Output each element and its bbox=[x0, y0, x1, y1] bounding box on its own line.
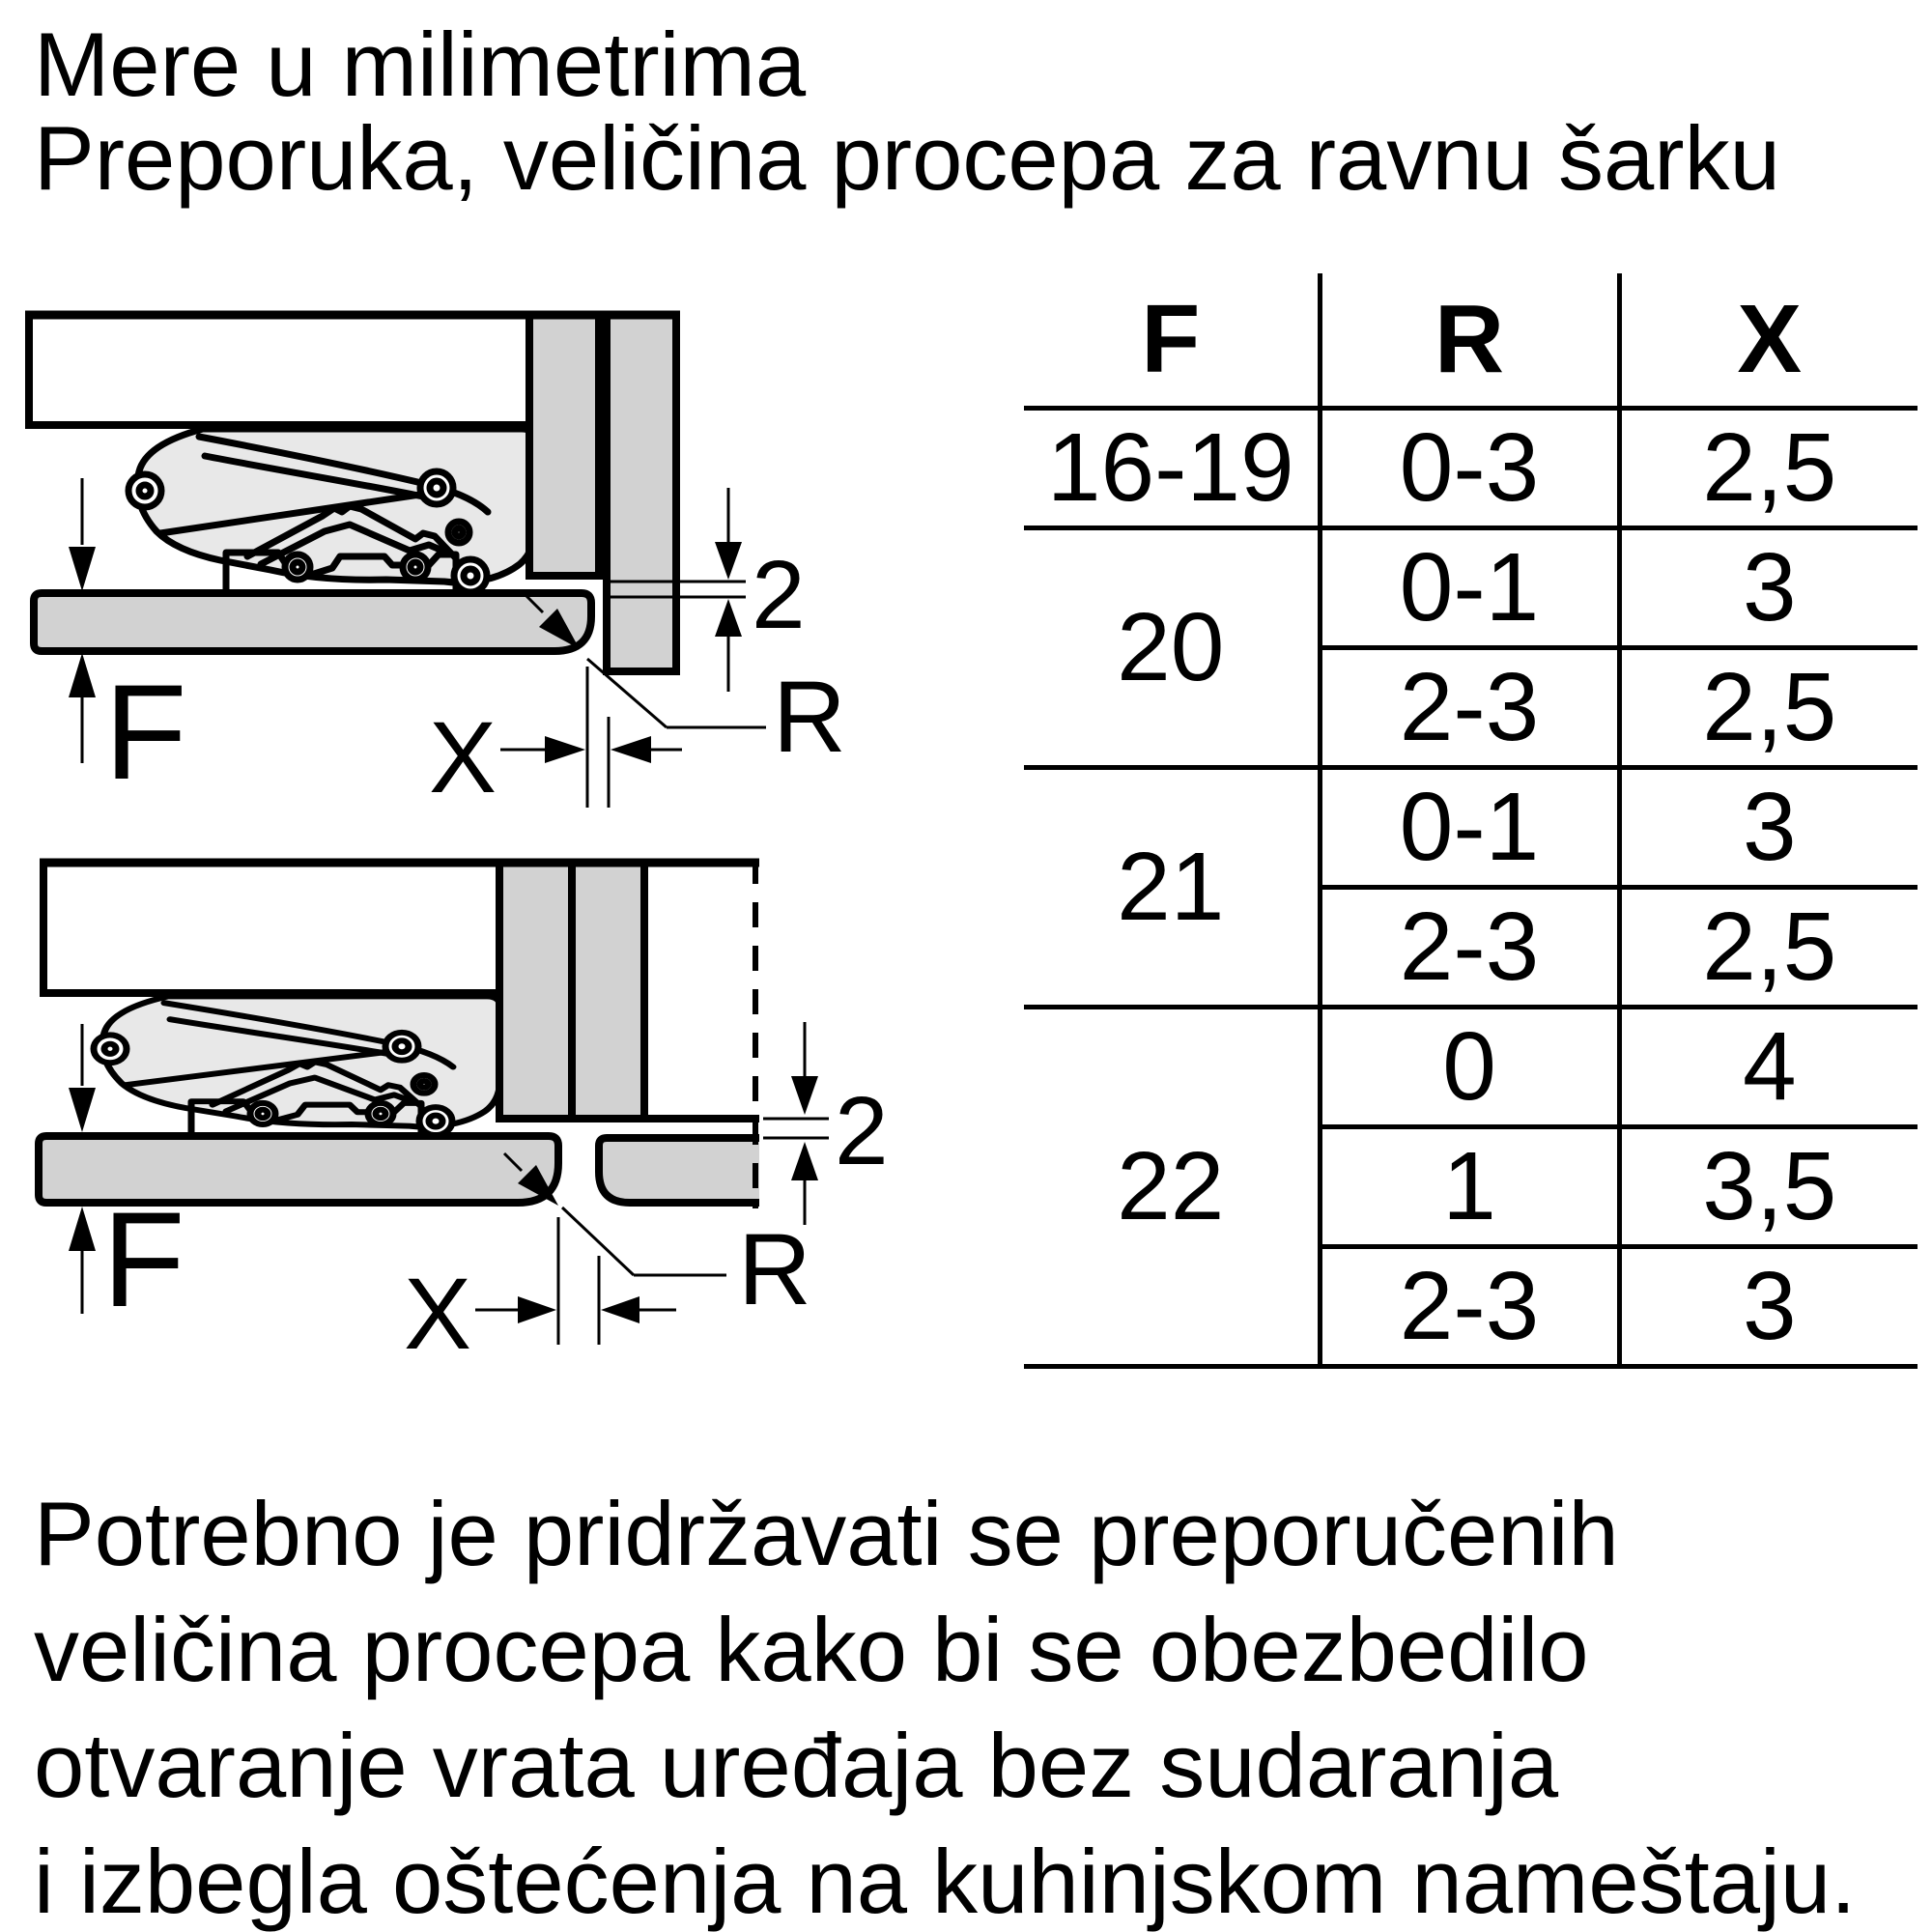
column-header-r: R bbox=[1320, 273, 1619, 409]
table-row bbox=[1024, 409, 1918, 528]
cell-x: 2,5 bbox=[1619, 888, 1918, 1008]
cell-r: 2-3 bbox=[1320, 888, 1619, 1008]
cell-x: 3 bbox=[1619, 1247, 1918, 1367]
cell-f: 22 bbox=[1024, 1008, 1320, 1367]
cell-f: 20 bbox=[1024, 528, 1320, 768]
x-label: X bbox=[429, 701, 497, 814]
recommendation-note bbox=[34, 1476, 1856, 1932]
cell-r: 1 bbox=[1320, 1127, 1619, 1247]
cell-f: 16-19 bbox=[1024, 409, 1320, 528]
f-label: F bbox=[104, 656, 187, 808]
diagram-bottom bbox=[39, 859, 889, 1371]
note-line: otvaranje vrata uređaja bez sudaranja bbox=[34, 1715, 1559, 1816]
cell-r: 0-1 bbox=[1320, 528, 1619, 648]
cell-r: 0-3 bbox=[1320, 409, 1619, 528]
side-panel-inner-2 bbox=[499, 863, 572, 1119]
note-line: Potrebno je pridržavati se preporučenih bbox=[34, 1483, 1619, 1584]
column-header-f: F bbox=[1024, 273, 1320, 409]
door-panel bbox=[34, 593, 591, 651]
gap-table bbox=[1024, 273, 1918, 1369]
cell-x: 2,5 bbox=[1619, 648, 1918, 768]
cell-f: 21 bbox=[1024, 768, 1320, 1008]
cell-x: 3 bbox=[1619, 528, 1918, 648]
table-row bbox=[1024, 1008, 1918, 1127]
side-panel-inner bbox=[529, 315, 599, 576]
table-header-row bbox=[1024, 273, 1918, 409]
gap2-label: 2 bbox=[752, 541, 806, 649]
r-label: R bbox=[773, 661, 846, 774]
cell-r: 0-1 bbox=[1320, 768, 1619, 888]
cell-x: 3,5 bbox=[1619, 1127, 1918, 1247]
cell-x: 4 bbox=[1619, 1008, 1918, 1127]
cell-r: 2-3 bbox=[1320, 1247, 1619, 1367]
cabinet-body bbox=[29, 315, 529, 425]
diagram-top bbox=[25, 315, 846, 814]
cell-x: 2,5 bbox=[1619, 409, 1918, 528]
table-row bbox=[1024, 528, 1918, 648]
cell-r: 0 bbox=[1320, 1008, 1619, 1127]
page-title: Mere u milimetrima bbox=[34, 14, 807, 115]
note-line: veličina procepa kako bi se obezbedilo bbox=[34, 1599, 1589, 1700]
gap2-dimension-2 bbox=[763, 1022, 829, 1225]
neighbor-door-panel bbox=[599, 1138, 759, 1203]
cabinet-body-2 bbox=[43, 863, 499, 993]
side-panel-outer-2 bbox=[572, 863, 644, 1119]
table-row bbox=[1024, 768, 1918, 888]
x-dimension bbox=[500, 667, 682, 808]
f-label-2: F bbox=[102, 1183, 185, 1335]
gap2-label-2: 2 bbox=[835, 1077, 889, 1185]
r-label-2: R bbox=[738, 1213, 811, 1326]
note-line: i izbegla oštećenja na kuhinjskom nameštaju. bbox=[34, 1831, 1857, 1932]
page-subtitle: Preporuka, veličina procepa za ravnu šarku bbox=[34, 107, 1780, 209]
side-panel-outer bbox=[607, 315, 676, 671]
x-label-2: X bbox=[404, 1258, 472, 1371]
cell-x: 3 bbox=[1619, 768, 1918, 888]
cell-r: 2-3 bbox=[1320, 648, 1619, 768]
column-header-x: X bbox=[1619, 273, 1918, 409]
x-dimension-2 bbox=[475, 1217, 676, 1345]
